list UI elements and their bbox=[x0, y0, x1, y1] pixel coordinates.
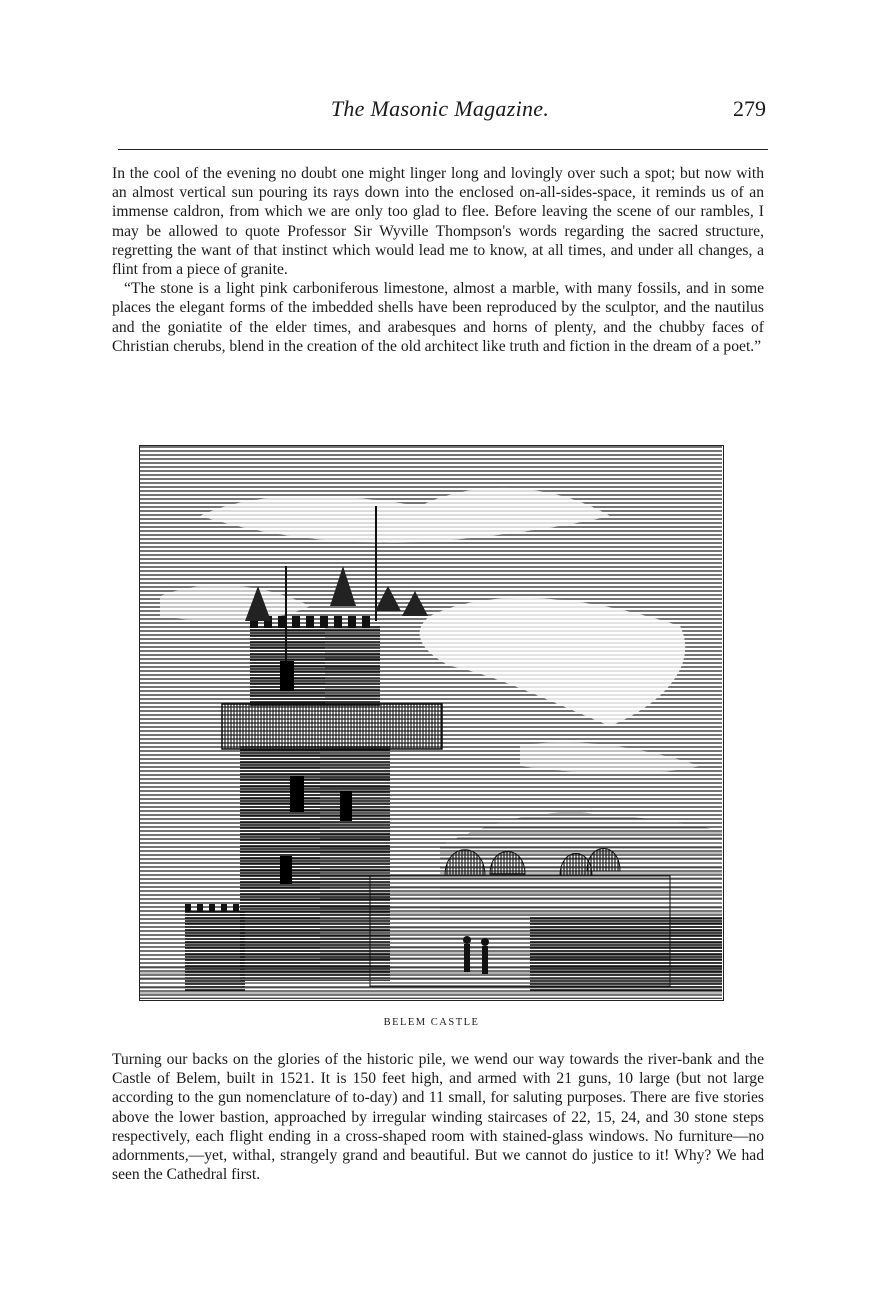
header-rule bbox=[118, 149, 768, 150]
bottom-text-block bbox=[112, 1050, 764, 1184]
magazine-title: The Masonic Magazine. bbox=[330, 96, 550, 121]
figure-caption: BELEM CASTLE bbox=[383, 1017, 480, 1028]
top-text-block bbox=[112, 164, 764, 356]
paragraph-quotation: “The stone is a light pink carboniferous limestone, almost a marble, with many fossils, and in some places the elegant forms of the imbedded shells have been reproduced by the sculptor, and the nautilus and the goniatite of the elder times, and arabesques and horns of plenty, and the chubby faces of Christian cherubs, blend in the creation of the old architect like truth and fiction in the dream of a poet.” bbox=[112, 280, 764, 355]
running-head bbox=[110, 96, 770, 130]
belem-castle-illustration bbox=[139, 445, 724, 1001]
page-number: 279 bbox=[733, 96, 766, 121]
paragraph-evening: In the cool of the evening no doubt one might linger long and lovingly over such a spot; but now with an almost vertical sun pouring its rays down into the enclosed on-all-sides-space, it reminds us of an immense caldron, from which we are only too glad to flee. Before leaving the scene of our rambles, I may be allowed to quote Professor Sir Wyville Thompson's words regarding the sacred structure, regretting the want of that instinct which would lead me to know, at all times, and under all changes, a flint from a piece of granite. bbox=[112, 165, 764, 279]
castle-engraving bbox=[140, 446, 722, 999]
paragraph-castle-of-belem: Turning our backs on the glories of the historic pile, we wend our way towards the river-bank and the Castle of Belem, built in 1521. It is 150 feet high, and armed with 21 guns, 10 large (but not large according to the gun nomenclature of to-day) and 11 small, for saluting purposes. There are five stories above the lower bastion, approached by irregular winding staircases of 22, 15, 24, and 30 stone steps respectively, each flight ending in a cross-shaped room with stained-glass windows. No furniture—no adornments,—yet, withal, strangely grand and beautiful. But we cannot do justice to it! Why? We had seen the Cathedral first. bbox=[112, 1051, 764, 1184]
